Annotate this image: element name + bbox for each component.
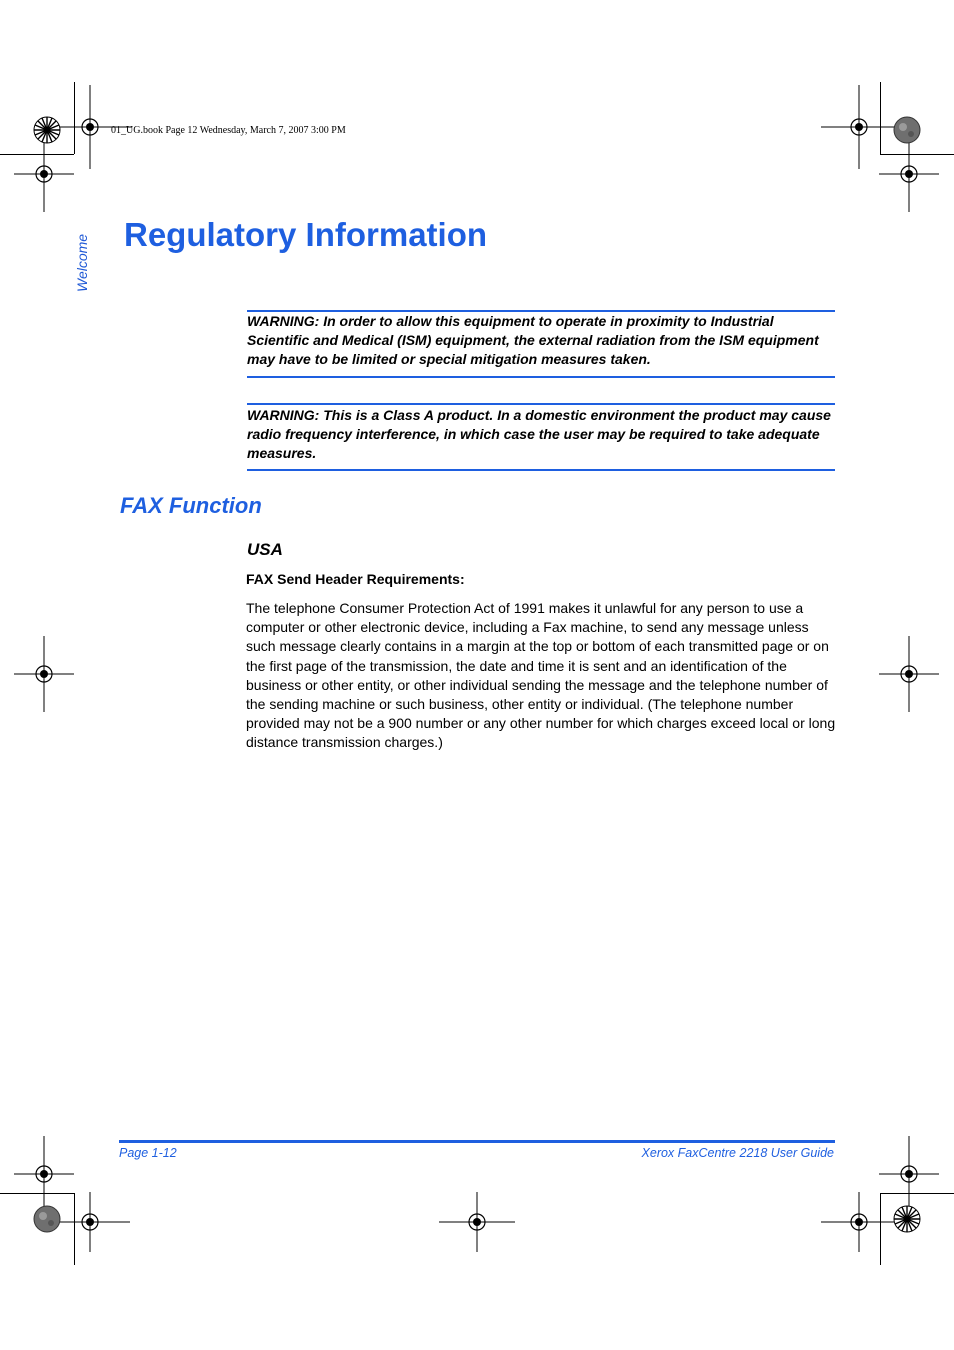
warning-notice: WARNING: In order to allow this equipment to operate in proximity to Industrial Scientific and Medical (ISM) equipment, the external radiation from the ISM equipment may have to be limited or special mitigation measures taken. (247, 313, 819, 367)
registration-mark-icon (44, 1174, 45, 1175)
side-tab-label: Welcome (74, 233, 90, 292)
registration-mark-icon (859, 1222, 860, 1223)
warning-top-rule (247, 403, 835, 405)
registration-mark-icon (44, 674, 45, 675)
warning-bottom-rule (247, 376, 835, 378)
registration-mark-icon (909, 174, 910, 175)
registration-mark-icon (859, 127, 860, 128)
registration-mark-icon (90, 1222, 91, 1223)
calibration-gray-circle-icon (47, 1219, 48, 1220)
registration-mark-icon (44, 174, 45, 175)
footer-rule (119, 1140, 835, 1143)
warning-notice: WARNING: This is a Class A product. In a domestic environment the product may cause radio frequency interference, in which case the user may be required to take adequate measures. (247, 407, 831, 461)
subsection-heading: USA (247, 540, 283, 559)
calibration-starburst-icon (907, 1219, 908, 1220)
section-heading: FAX Function (120, 493, 262, 518)
page-title: Regulatory Information (124, 216, 488, 253)
book-stamp: 01_UG.book Page 12 Wednesday, March 7, 2007 3:00 PM (111, 125, 346, 136)
registration-mark-icon (909, 674, 910, 675)
body-paragraph: The telephone Consumer Protection Act of 1991 makes it unlawful for any person to use a computer or other electronic device, including a Fax machine, to send any message unless such message clearly contains in a margin at the top or bottom of each transmitted page or on the first page of the transmission, the date and time it is sent and an identification of the business or other entity, or other individual sending the message and the telephone number of the sending machine or such business, other entity or individual. (The telephone number provided may not be a 900 number or any other number for which charges exceed local or long distance transmission charges.) (246, 600, 836, 751)
calibration-starburst-icon (47, 130, 48, 131)
registration-mark-icon (90, 127, 91, 128)
calibration-gray-circle-icon (907, 130, 908, 131)
registration-mark-icon (909, 1174, 910, 1175)
footer-guide-title: Xerox FaxCentre 2218 User Guide (641, 1146, 834, 1160)
registration-mark-icon (477, 1222, 478, 1223)
requirements-heading: FAX Send Header Requirements: (246, 571, 465, 587)
footer-page-number: Page 1-12 (119, 1146, 177, 1160)
warning-bottom-rule (247, 469, 835, 471)
